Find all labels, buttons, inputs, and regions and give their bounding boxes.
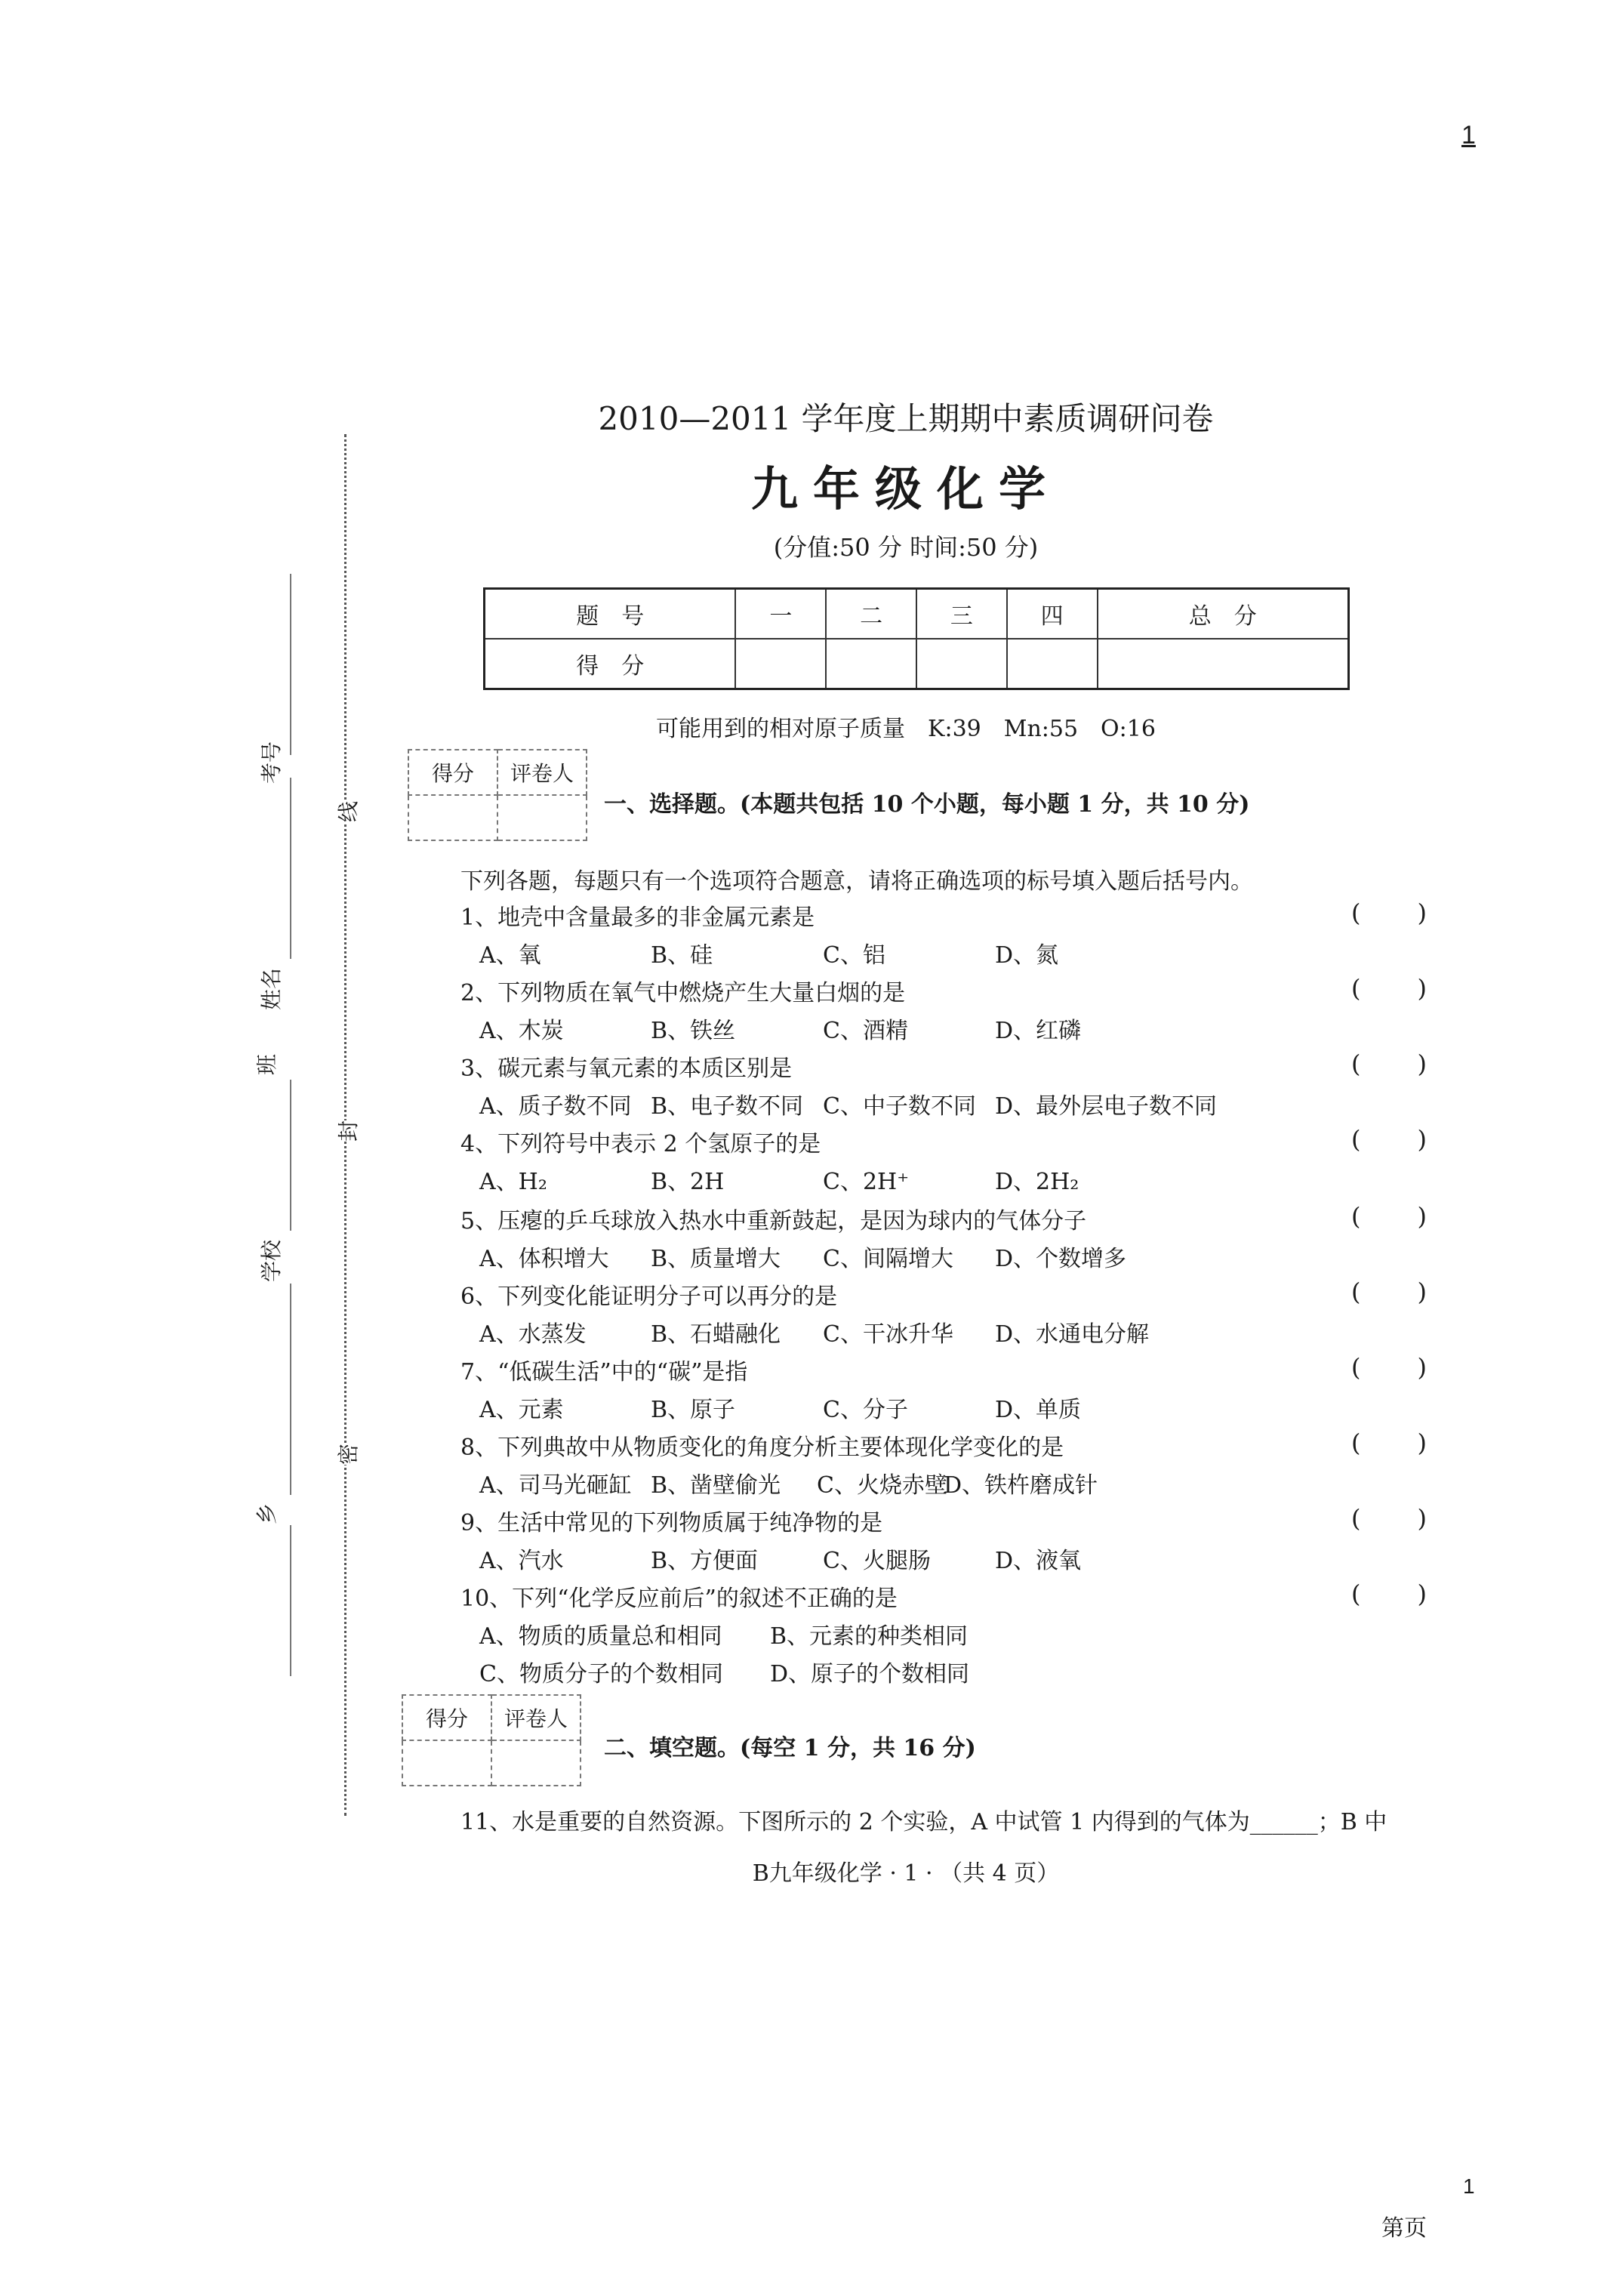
question-4: 4、下列符号中表示 2 个氢原子的是 bbox=[460, 1131, 821, 1157]
margin-secret-label: 密 bbox=[332, 1444, 362, 1465]
option: C、分子 bbox=[823, 1397, 908, 1423]
option: D、液氧 bbox=[995, 1548, 1082, 1574]
page-label: 第页 bbox=[1381, 2215, 1427, 2242]
score-table-cell: 得 分 bbox=[485, 639, 736, 689]
section1-grader-box bbox=[408, 749, 587, 841]
option: C、火烧赤壁 bbox=[817, 1472, 947, 1499]
option: D、个数增多 bbox=[995, 1246, 1127, 1272]
score-table-header-row bbox=[485, 589, 1349, 639]
option: A、司马光砸缸 bbox=[479, 1472, 632, 1499]
answer-paren[interactable]: ( ) bbox=[1351, 1277, 1427, 1306]
grader-score-cell[interactable] bbox=[402, 1740, 491, 1786]
answer-paren[interactable]: ( ) bbox=[1351, 1579, 1427, 1608]
option: A、氧 bbox=[479, 942, 541, 969]
option: B、质量增大 bbox=[651, 1246, 781, 1272]
answer-paren[interactable]: ( ) bbox=[1351, 1202, 1427, 1231]
answer-paren[interactable]: ( ) bbox=[1351, 1428, 1427, 1457]
grader-name-label: 评卷人 bbox=[491, 1695, 581, 1740]
score-time-info: (分值:50 分 时间:50 分) bbox=[773, 533, 1039, 562]
score-input-cell[interactable] bbox=[916, 639, 1007, 689]
school-blank-line bbox=[290, 1284, 291, 1495]
option: C、间隔增大 bbox=[823, 1246, 953, 1272]
grader-name-cell[interactable] bbox=[491, 1740, 581, 1786]
option: D、最外层电子数不同 bbox=[995, 1093, 1218, 1120]
class-blank-line bbox=[290, 1080, 291, 1231]
grader-name-label: 评卷人 bbox=[497, 750, 587, 795]
score-input-cell[interactable] bbox=[735, 639, 826, 689]
margin-seal-label: 封 bbox=[332, 1120, 362, 1142]
option: B、铁丝 bbox=[651, 1018, 736, 1044]
section1-instruction: 下列各题，每题只有一个选项符合题意，请将正确选项的标号填入题后括号内。 bbox=[460, 868, 1253, 895]
option: C、酒精 bbox=[823, 1018, 908, 1044]
exam-title: 2010—2011 学年度上期期中素质调研问卷 bbox=[598, 400, 1214, 437]
option: A、H₂ bbox=[479, 1169, 547, 1195]
option: B、硅 bbox=[651, 942, 713, 969]
option: C、中子数不同 bbox=[823, 1093, 976, 1120]
option: B、原子 bbox=[651, 1397, 736, 1423]
answer-paren[interactable]: ( ) bbox=[1351, 1353, 1427, 1382]
question-11: 11、水是重要的自然资源。下图所示的 2 个实验，A 中试管 1 内得到的气体为______；B 中 bbox=[460, 1809, 1387, 1835]
option: D、红磷 bbox=[995, 1018, 1082, 1044]
bottom-page-number: 1 bbox=[1463, 2174, 1475, 2198]
score-table bbox=[483, 587, 1350, 690]
question-10: 10、下列“化学反应前后”的叙述不正确的是 bbox=[460, 1586, 898, 1612]
option: B、石蜡融化 bbox=[651, 1321, 781, 1348]
option: A、木炭 bbox=[479, 1018, 564, 1044]
question-6: 6、下列变化能证明分子可以再分的是 bbox=[460, 1284, 838, 1310]
option: D、铁杵磨成针 bbox=[944, 1472, 1098, 1499]
margin-name-label: 姓名 bbox=[259, 967, 285, 1011]
top-page-number: 1 bbox=[1461, 121, 1476, 149]
score-input-cell[interactable] bbox=[826, 639, 916, 689]
section2-heading: 二、填空题。(每空 1 分，共 16 分) bbox=[604, 1735, 976, 1761]
question-1: 1、地壳中含量最多的非金属元素是 bbox=[460, 905, 815, 931]
option: D、2H₂ bbox=[995, 1169, 1079, 1195]
option: B、2H bbox=[651, 1169, 725, 1195]
option: B、凿壁偷光 bbox=[651, 1472, 781, 1499]
score-input-cell[interactable] bbox=[1098, 639, 1349, 689]
answer-paren[interactable]: ( ) bbox=[1351, 898, 1427, 927]
name-blank-line bbox=[290, 778, 291, 959]
margin-class-label: 班 bbox=[254, 1053, 280, 1076]
grader-score-label: 得分 bbox=[408, 750, 497, 795]
option: B、电子数不同 bbox=[651, 1093, 804, 1120]
option: C、铝 bbox=[823, 942, 885, 969]
option: A、元素 bbox=[479, 1397, 564, 1423]
score-input-cell[interactable] bbox=[1007, 639, 1098, 689]
answer-paren[interactable]: ( ) bbox=[1351, 1504, 1427, 1533]
option: B、元素的种类相同 bbox=[770, 1623, 969, 1650]
section2-grader-box bbox=[402, 1694, 581, 1786]
option: C、2H⁺ bbox=[823, 1169, 910, 1195]
margin-line-label: 线 bbox=[332, 801, 362, 822]
score-table-cell: 四 bbox=[1007, 589, 1098, 639]
question-2: 2、下列物质在氧气中燃烧产生大量白烟的是 bbox=[460, 980, 906, 1006]
question-8: 8、下列典故中从物质变化的角度分析主要体现化学变化的是 bbox=[460, 1435, 1064, 1461]
option: A、体积增大 bbox=[479, 1246, 609, 1272]
option: B、方便面 bbox=[651, 1548, 759, 1574]
option: C、干冰升华 bbox=[823, 1321, 953, 1348]
answer-paren[interactable]: ( ) bbox=[1351, 1125, 1427, 1154]
margin-exam-no-label: 考号 bbox=[259, 741, 285, 784]
option: D、氮 bbox=[995, 942, 1059, 969]
exam-no-blank-line bbox=[290, 574, 291, 755]
township-blank-line bbox=[290, 1525, 291, 1676]
margin-township-label: 乡 bbox=[254, 1502, 280, 1525]
option: A、汽水 bbox=[479, 1548, 564, 1574]
grader-score-cell[interactable] bbox=[408, 795, 497, 840]
grader-name-cell[interactable] bbox=[497, 795, 587, 840]
score-table-cell: 题 号 bbox=[485, 589, 736, 639]
grader-score-label: 得分 bbox=[402, 1695, 491, 1740]
margin-school-label: 学校 bbox=[259, 1239, 285, 1283]
question-9: 9、生活中常见的下列物质属于纯净物的是 bbox=[460, 1510, 883, 1536]
answer-paren[interactable]: ( ) bbox=[1351, 974, 1427, 1003]
option: D、原子的个数相同 bbox=[770, 1661, 970, 1687]
question-7: 7、“低碳生活”中的“碳”是指 bbox=[460, 1359, 748, 1385]
score-table-cell: 三 bbox=[916, 589, 1007, 639]
option: A、质子数不同 bbox=[479, 1093, 632, 1120]
score-table-score-row bbox=[485, 639, 1349, 689]
score-table-cell: 二 bbox=[826, 589, 916, 639]
section1-heading: 一、选择题。(本题共包括 10 个小题，每小题 1 分，共 10 分) bbox=[604, 791, 1250, 818]
option: C、物质分子的个数相同 bbox=[479, 1661, 723, 1687]
option: D、单质 bbox=[995, 1397, 1082, 1423]
option: D、水通电分解 bbox=[995, 1321, 1150, 1348]
option: A、水蒸发 bbox=[479, 1321, 587, 1348]
option: A、物质的质量总和相同 bbox=[479, 1623, 722, 1650]
answer-paren[interactable]: ( ) bbox=[1351, 1049, 1427, 1078]
page-footer: B九年级化学 · 1 · （共 4 页） bbox=[752, 1860, 1060, 1887]
score-table-cell: 一 bbox=[735, 589, 826, 639]
subject-title: 九年级化学 bbox=[750, 461, 1061, 516]
question-5: 5、压瘪的乒乓球放入热水中重新鼓起，是因为球内的气体分子 bbox=[460, 1208, 1087, 1234]
score-table-cell: 总 分 bbox=[1098, 589, 1349, 639]
atomic-masses: 可能用到的相对原子质量 K:39 Mn:55 O:16 bbox=[656, 716, 1156, 742]
question-3: 3、碳元素与氧元素的本质区别是 bbox=[460, 1056, 793, 1082]
option: C、火腿肠 bbox=[823, 1548, 931, 1574]
